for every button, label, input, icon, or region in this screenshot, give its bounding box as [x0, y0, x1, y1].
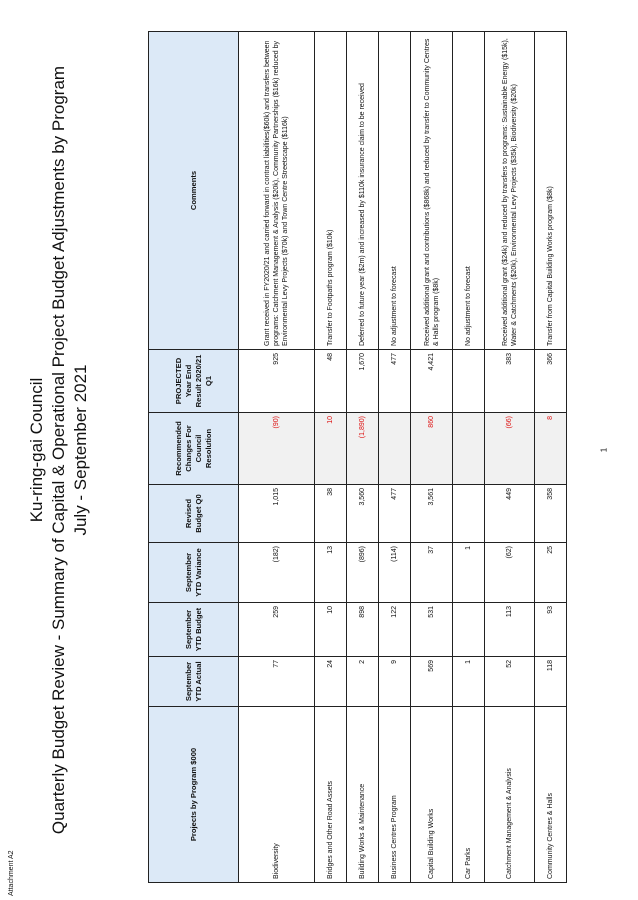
attachment-label: Attachment A2: [8, 850, 15, 896]
cell-ytd-actual: 118: [535, 657, 567, 707]
table-row: [411, 32, 453, 883]
cell-revised-budget: 449: [485, 485, 535, 543]
cell-ytd-variance: (114): [379, 543, 411, 603]
header-revised-budget: Revised Budget Q0: [149, 485, 239, 543]
cell-ytd-actual: 24: [315, 657, 347, 707]
header-program: Projects by Program $000: [149, 707, 239, 883]
cell-recommended: (66): [485, 413, 535, 485]
cell-ytd-actual: 9: [379, 657, 411, 707]
cell-ytd-budget: 122: [379, 603, 411, 657]
table-row: [315, 32, 347, 883]
cell-comments: No adjustment to forecast: [453, 32, 485, 350]
header-comments: Comments: [149, 32, 239, 350]
cell-program: Business Centres Program: [379, 707, 411, 883]
cell-comments: Grant received in FY2020/21 and carried forward in contract liabilities($60k) and transfers between programs: Catchment Management & Analysis ($20k), Community Partnerships ($16k) reduced by Environmental Levy Projects ($70k) and Town Centre Streetscape ($116k): [239, 32, 315, 350]
cell-ytd-budget: [453, 603, 485, 657]
cell-recommended: [379, 413, 411, 485]
cell-ytd-budget: 10: [315, 603, 347, 657]
cell-ytd-budget: 259: [239, 603, 315, 657]
cell-ytd-actual: 1: [453, 657, 485, 707]
table-row: [347, 32, 379, 883]
cell-ytd-actual: 2: [347, 657, 379, 707]
cell-revised-budget: 3,560: [347, 485, 379, 543]
cell-comments: Deferred to future year ($2m) and increased by $110k insurance claim to be received: [347, 32, 379, 350]
cell-program: Catchment Management & Analysis: [485, 707, 535, 883]
cell-projected: 477: [379, 350, 411, 413]
cell-revised-budget: 477: [379, 485, 411, 543]
cell-ytd-variance: 1: [453, 543, 485, 603]
cell-recommended: 860: [411, 413, 453, 485]
header-projected: PROJECTED Year End Result 2020/21 Q1: [149, 350, 239, 413]
cell-recommended: [453, 413, 485, 485]
cell-comments: Received additional grant and contributions ($868k) and reduced by transfer to Community Centres & Halls program ($8k): [411, 32, 453, 350]
table-row: [379, 32, 411, 883]
cell-revised-budget: 38: [315, 485, 347, 543]
cell-program: Building Works & Maintenance: [347, 707, 379, 883]
cell-comments: Received additional grant ($24k) and reduced by transfers to programs: Sustainable Energy ($15k), Water & Catchments ($20k), Environmental Levy Projects ($35k), Biodiversity ($20k): [485, 32, 535, 350]
cell-ytd-variance: 25: [535, 543, 567, 603]
cell-ytd-variance: 37: [411, 543, 453, 603]
report-title: Quarterly Budget Review - Summary of Capital & Operational Project Budget Adjustments by Program: [49, 65, 68, 835]
cell-ytd-budget: 898: [347, 603, 379, 657]
cell-ytd-actual: 52: [485, 657, 535, 707]
cell-projected: [453, 350, 485, 413]
cell-program: Bridges and Other Road Assets: [315, 707, 347, 883]
table-row: [239, 32, 315, 883]
cell-comments: No adjustment to forecast: [379, 32, 411, 350]
page-number: 1: [599, 447, 609, 453]
table-row: [485, 32, 535, 883]
cell-ytd-variance: (62): [485, 543, 535, 603]
cell-ytd-actual: 77: [239, 657, 315, 707]
cell-projected: 1,670: [347, 350, 379, 413]
report-period: July - September 2021: [71, 364, 90, 536]
table-row: [535, 32, 567, 883]
cell-projected: 925: [239, 350, 315, 413]
cell-program: Capital Building Works: [411, 707, 453, 883]
cell-recommended: (1,890): [347, 413, 379, 485]
cell-ytd-budget: 531: [411, 603, 453, 657]
table-row: [453, 32, 485, 883]
cell-recommended: (90): [239, 413, 315, 485]
cell-recommended: 8: [535, 413, 567, 485]
header-ytd-variance: September YTD Variance: [149, 543, 239, 603]
cell-ytd-variance: 13: [315, 543, 347, 603]
cell-program: Biodiversity: [239, 707, 315, 883]
cell-ytd-budget: 93: [535, 603, 567, 657]
cell-ytd-variance: (182): [239, 543, 315, 603]
header-ytd-budget: September YTD Budget: [149, 603, 239, 657]
cell-revised-budget: [453, 485, 485, 543]
title-block: [24, 30, 124, 870]
cell-revised-budget: 1,015: [239, 485, 315, 543]
cell-revised-budget: 358: [535, 485, 567, 543]
cell-comments: Transfer to Footpaths program ($10k): [315, 32, 347, 350]
cell-projected: 366: [535, 350, 567, 413]
table-container: [148, 32, 566, 883]
cell-program: Community Centres & Halls: [535, 707, 567, 883]
council-name: Ku-ring-gai Council: [27, 377, 46, 523]
header-recommended: Recommended Changes For Council Resolution: [149, 413, 239, 485]
cell-program: Car Parks: [453, 707, 485, 883]
cell-ytd-variance: (896): [347, 543, 379, 603]
cell-ytd-actual: 569: [411, 657, 453, 707]
cell-comments: Transfer from Capital Building Works program ($8k): [535, 32, 567, 350]
cell-ytd-budget: 113: [485, 603, 535, 657]
budget-table: [148, 31, 567, 883]
header-ytd-actual: September YTD Actual: [149, 657, 239, 707]
cell-recommended: 10: [315, 413, 347, 485]
cell-projected: 48: [315, 350, 347, 413]
cell-projected: 383: [485, 350, 535, 413]
cell-projected: 4,421: [411, 350, 453, 413]
cell-revised-budget: 3,561: [411, 485, 453, 543]
